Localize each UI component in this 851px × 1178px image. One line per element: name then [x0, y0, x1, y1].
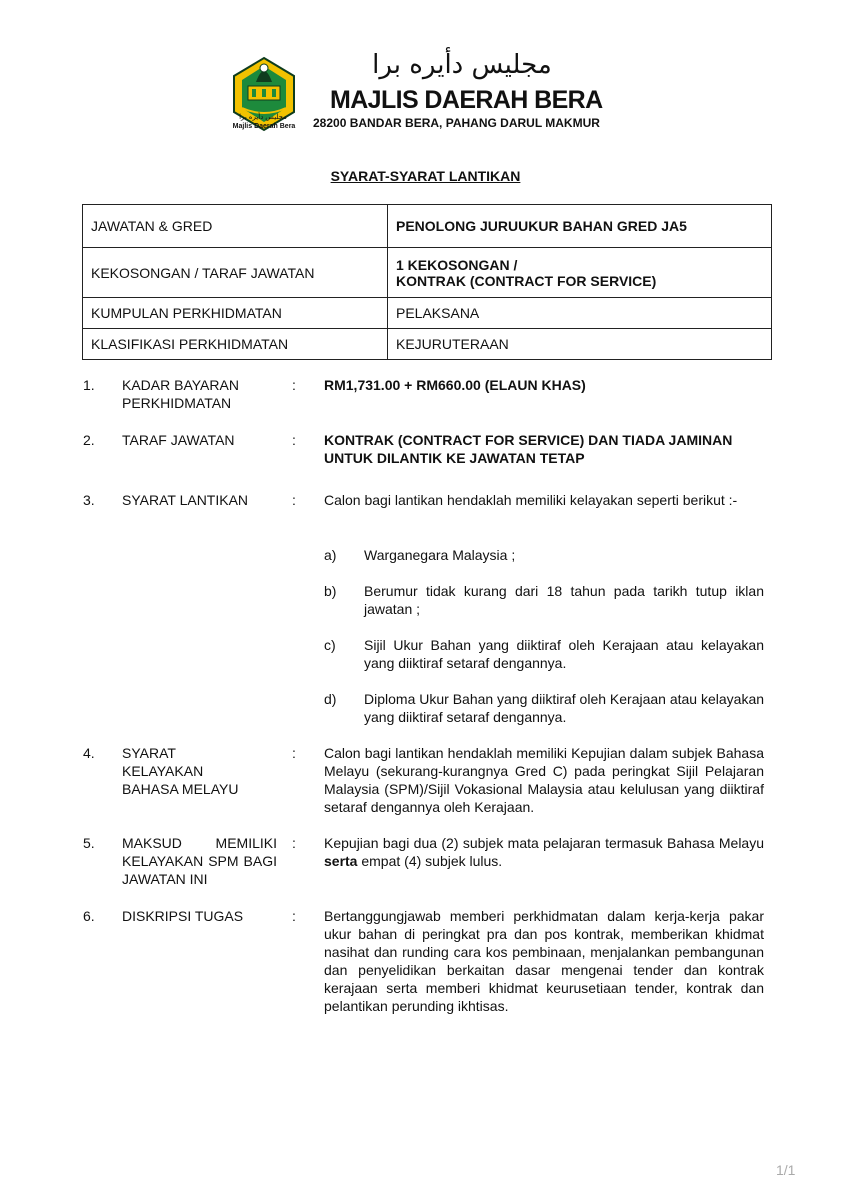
table-value: PENOLONG JURUUKUR BAHAN GRED JA5: [388, 205, 772, 248]
section-value-text: Kepujian bagi dua (2) subjek mata pelajaran termasuk Bahasa Melayu: [324, 835, 764, 851]
section-number: 6.: [83, 908, 95, 924]
list-item-text: Warganegara Malaysia ;: [364, 547, 516, 563]
section-label: SYARAT LANTIKAN: [122, 492, 249, 508]
section-label: KADAR BAYARAN PERKHIDMATAN: [122, 377, 239, 411]
section-label: MAKSUD MEMILIKI KELAYAKAN SPM BAGI JAWATAN INI: [122, 835, 277, 887]
logo-caption: Majlis Daerah Bera: [232, 123, 296, 130]
list-item-text: Berumur tidak kurang dari 18 tahun pada tarikh tutup iklan jawatan ;: [364, 583, 764, 617]
list-item-text: Sijil Ukur Bahan yang diiktiraf oleh Kerajaan atau kelayakan yang diiktiraf setaraf dengannya.: [364, 637, 764, 671]
table-key: JAWATAN & GRED: [83, 205, 388, 248]
section-label: TARAF JAWATAN: [122, 432, 235, 448]
section-colon: :: [292, 835, 296, 851]
table-value: KEJURUTERAAN: [388, 329, 772, 360]
section-colon: :: [292, 377, 296, 393]
section-label-line: BAHASA MELAYU: [122, 781, 239, 797]
section-label: DISKRIPSI TUGAS: [122, 908, 244, 924]
section-value-bold: serta: [324, 853, 358, 869]
section-label-line: SYARAT: [122, 745, 176, 761]
table-row: [83, 205, 772, 248]
list-item-letter: d): [324, 691, 337, 707]
section-colon: :: [292, 432, 296, 448]
section-value: [324, 834, 764, 870]
table-row: [83, 298, 772, 329]
section-value: KONTRAK (CONTRACT FOR SERVICE) DAN TIADA JAMINAN UNTUK DILANTIK KE JAWATAN TETAP: [324, 432, 733, 466]
table-row: [83, 248, 772, 298]
table-value: PELAKSANA: [388, 298, 772, 329]
list-item-letter: b): [324, 583, 337, 599]
position-info-table: [82, 204, 772, 360]
table-value: [388, 248, 772, 298]
section-colon: :: [292, 908, 296, 924]
section-value: Calon bagi lantikan hendaklah memiliki Kepujian dalam subjek Bahasa Melayu (sekurang-kurangnya Gred C) pada peringkat Sijil Pelajaran Malaysia (SPM)/Sijil Vokasional Malaysia atau kelulusan yang diiktiraf setaraf dengannya oleh Kerajaan.: [324, 745, 764, 815]
page-number: 1/1: [776, 1162, 796, 1178]
table-key: KEKOSONGAN / TARAF JAWATAN: [83, 248, 388, 298]
org-address: 28200 BANDAR BERA, PAHANG DARUL MAKMUR: [313, 116, 600, 130]
section-label-line: KELAYAKAN: [122, 763, 204, 779]
section-value: Bertanggungjawab memberi perkhidmatan dalam kerja-kerja pakar ukur bahan di peringkat pra dan pos kontrak, memberikan khidmat nasihat dan runding cara kos pembinaan, menjalankan pembangunan dan penyelidikan berkaitan dasar mengenai tender dan kontrak kerajaan serta memberi khidmat keurusetiaan tender, kontrak dan pelantikan perunding ikhtisas.: [324, 908, 764, 1014]
section-number: 4.: [83, 745, 95, 761]
list-item-letter: a): [324, 547, 337, 563]
section-number: 3.: [83, 492, 95, 508]
section-colon: :: [292, 492, 296, 508]
table-row: [83, 329, 772, 360]
section-colon: :: [292, 745, 296, 761]
majlis-daerah-bera-logo: [228, 52, 300, 134]
list-item-text: Diploma Ukur Bahan yang diiktiraf oleh Kerajaan atau kelayakan yang diiktiraf setaraf dengannya.: [364, 691, 765, 725]
list-item-letter: c): [324, 637, 336, 653]
section-number: 1.: [83, 377, 95, 393]
section-label: [122, 744, 282, 798]
document-title: SYARAT-SYARAT LANTIKAN: [330, 168, 521, 184]
section-number: 2.: [83, 432, 95, 448]
table-value-line: KONTRAK (CONTRACT FOR SERVICE): [396, 272, 657, 289]
section-value: RM1,731.00 + RM660.00 (ELAUN KHAS): [324, 377, 586, 393]
section-number: 5.: [83, 835, 95, 851]
table-key: KUMPULAN PERKHIDMATAN: [83, 298, 388, 329]
section-value-text: empat (4) subjek lulus.: [357, 853, 503, 869]
table-key: KLASIFIKASI PERKHIDMATAN: [83, 329, 388, 360]
table-value-line: 1 KEKOSONGAN /: [396, 256, 518, 273]
logo-caption-arabic: مجليس دأيره برا: [239, 114, 287, 121]
section-value: Calon bagi lantikan hendaklah memiliki kelayakan seperti berikut :-: [324, 492, 738, 508]
org-name: MAJLIS DAERAH BERA: [330, 86, 603, 114]
org-name-arabic: مجليس دأيره برا: [372, 50, 552, 80]
